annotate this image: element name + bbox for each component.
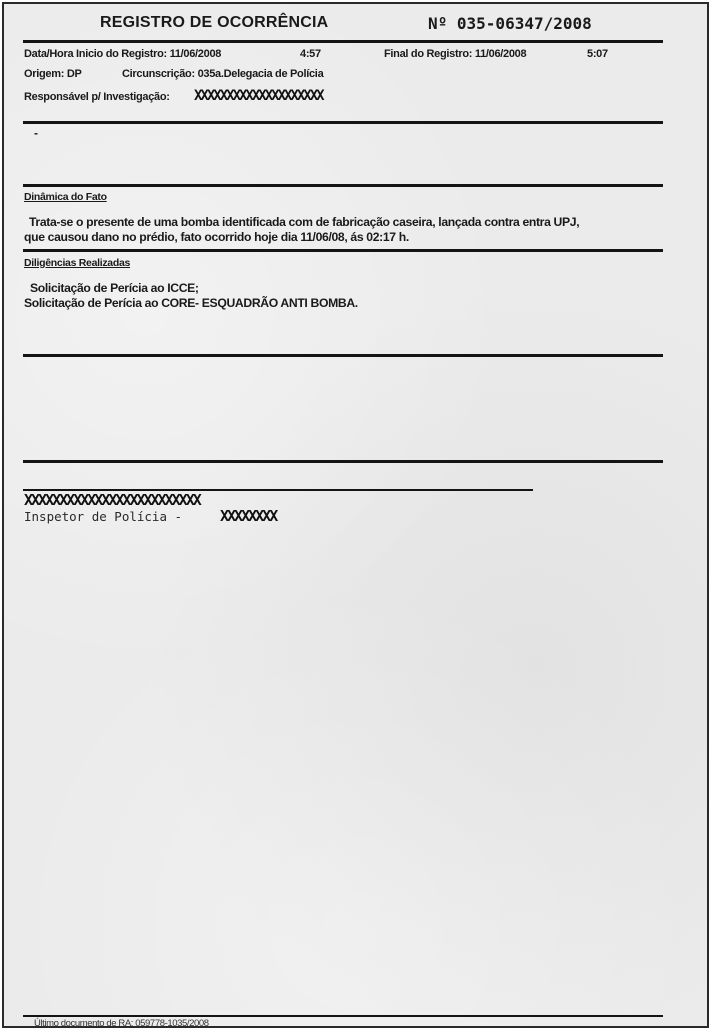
section-rule-4	[23, 460, 663, 463]
signature-role-name-redacted: XXXXXXXX	[220, 507, 277, 525]
origin: Origem: DP	[24, 68, 82, 80]
footer-text: Último documento de RA: 059778-1035/2008	[34, 1018, 209, 1028]
diligencia-item: Solicitação de Perícia ao CORE- ESQUADRÃO ANTI BOMBA.	[24, 296, 358, 310]
dinamica-line-2: que causou dano no prédio, fato ocorrido hoje dia 11/06/08, ás 02:17 h.	[24, 230, 409, 244]
end-time: 5:07	[587, 48, 608, 60]
dinamica-title: Dinâmica do Fato	[24, 191, 107, 203]
dinamica-line-1: Trata-se o presente de uma bomba identificada com de fabricação caseira, lançada contra entra UPJ,	[29, 215, 580, 229]
footer-rule	[23, 1015, 663, 1017]
end-datetime-label: Final do Registro: 11/06/2008	[384, 48, 527, 60]
signature-role: Inspetor de Polícia -	[24, 509, 183, 524]
start-time: 4:57	[300, 48, 321, 60]
blank-section-mark: -	[34, 126, 38, 140]
diligencia-item: Solicitação de Perícia ao ICCE;	[30, 281, 199, 295]
diligencias-title: Diligências Realizadas	[24, 257, 131, 269]
section-rule-3	[23, 354, 663, 357]
document-page	[2, 2, 709, 1028]
responsible-redacted: XXXXXXXXXXXXXXXXXXXX	[194, 88, 323, 104]
circumscription: Circunscrição: 035a.Delegacia de Polícia	[122, 68, 324, 80]
section-rule-1	[23, 184, 663, 187]
responsible-label: Responsável p/ Investigação:	[24, 91, 170, 103]
title-rule	[23, 40, 663, 43]
document-title: REGISTRO DE OCORRÊNCIA	[100, 14, 329, 31]
section-rule-2	[23, 249, 663, 252]
signature-name-redacted: XXXXXXXXXXXXXXXXXXXXXXXXX	[24, 491, 200, 509]
registry-number: Nº 035-06347/2008	[428, 14, 592, 33]
header-rule	[23, 121, 663, 124]
start-datetime-label: Data/Hora Inicio do Registro: 11/06/2008	[24, 48, 222, 60]
